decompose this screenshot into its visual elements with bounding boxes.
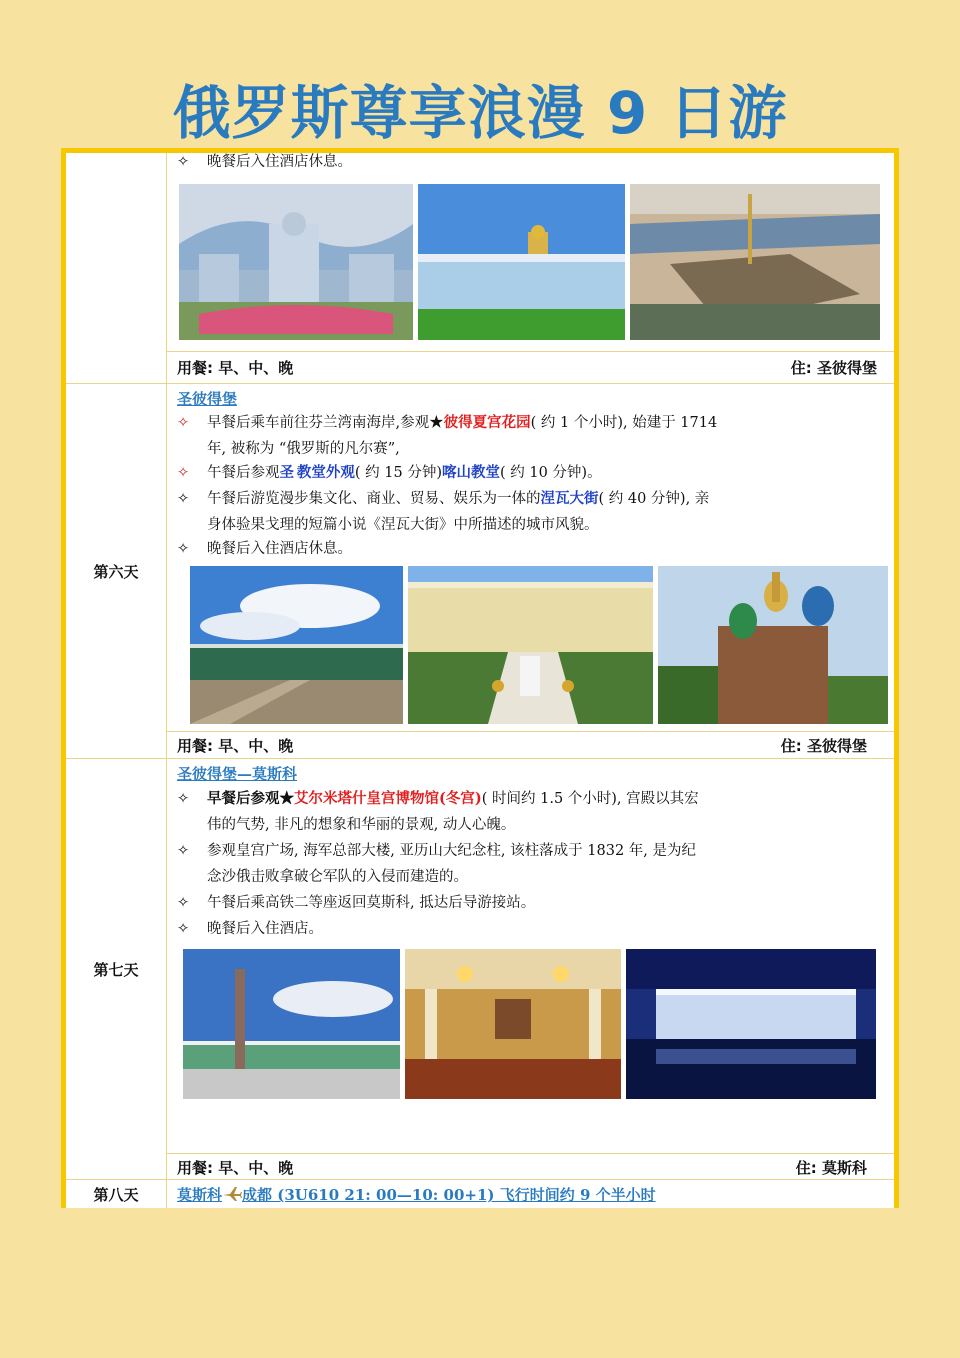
photo-peterhof-fountains (408, 566, 653, 724)
meal-info: 用餐: 早、中、晚 住: 圣彼得堡 (177, 737, 867, 755)
diamond-bullet-icon: ✧ (177, 921, 190, 937)
diamond-bullet-icon: ✧ (177, 895, 190, 911)
list-item: ✧ 晚餐后入住酒店休息。 (177, 149, 887, 175)
day-label: 第七天 (66, 759, 167, 1179)
diamond-bullet-icon: ✧ (177, 154, 190, 170)
list-item: ✧ 午餐后游览漫步集文化、商业、贸易、娱乐为一体的涅瓦大街( 约 40 分钟), 亲 身体验果戈理的短篇小说《涅瓦大街》中所描述的城市风貌。 (177, 486, 887, 538)
page-title: 俄罗斯尊享浪漫 9 日游 (172, 79, 788, 147)
diamond-bullet-icon: ✧ (177, 541, 190, 557)
row-day8 (66, 1180, 894, 1208)
photo-catherine-palace (418, 184, 625, 340)
row-day6 (66, 384, 894, 758)
accommodation-info: 住: 圣彼得堡 (780, 737, 867, 755)
city-heading: 圣彼得堡 (177, 390, 238, 408)
meal-info: 用餐: 早、中、晚 住: 圣彼得堡 (177, 359, 877, 377)
diamond-bullet-icon: ✧ (177, 843, 190, 859)
diamond-bullet-icon: ✧ (177, 465, 190, 481)
photo-peter-paul-fortress (630, 184, 880, 340)
list-item: ✧ 参观皇宫广场, 海军总部大楼, 亚历山大纪念柱, 该柱落成于 1832 年, 是为纪 念沙俄击败拿破仑军队的入侵而建造的。 (177, 838, 887, 890)
diamond-bullet-icon: ✧ (177, 491, 190, 507)
accommodation-info: 住: 圣彼得堡 (790, 359, 877, 377)
city-heading: 圣彼得堡—莫斯科 (177, 765, 298, 783)
list-item: ✧ 晚餐后入住酒店。 (177, 916, 887, 942)
photo-winter-palace-night (626, 949, 876, 1099)
photo-palace-square (190, 566, 403, 724)
photo-smolny-cathedral (179, 184, 413, 340)
row-day5-continuation (66, 153, 894, 383)
photo-church-of-savior-on-blood (658, 566, 888, 724)
day-label: 第八天 (66, 1180, 167, 1208)
airplane-icon (222, 1186, 242, 1202)
flight-route: 莫斯科 成都 (3U610 21: 00—10: 00+1) 飞行时间约 9 个半小时 (177, 1186, 656, 1204)
day-label: 第六天 (66, 384, 167, 758)
diamond-bullet-icon: ✧ (177, 415, 190, 431)
list-item: ✧ 晚餐后入住酒店休息。 (177, 536, 887, 562)
list-item: ✧ 午餐后乘高铁二等座返回莫斯科, 抵达后导游接站。 (177, 890, 887, 916)
list-item: ✧ 早餐后参观★艾尔米塔什皇宫博物馆(冬宫)( 时间约 1.5 个小时), 宫殿以其宏 伟的气势, 非凡的想象和华丽的景观, 动人心魄。 (177, 786, 887, 838)
photo-hermitage-hall (405, 949, 621, 1099)
meal-info: 用餐: 早、中、晚 住: 莫斯科 (177, 1159, 867, 1177)
photo-alexander-column (183, 949, 400, 1099)
row-day7 (66, 759, 894, 1179)
accommodation-info: 住: 莫斯科 (795, 1159, 867, 1177)
list-item: ✧ 早餐后乘车前往芬兰湾南海岸,参观★彼得夏宫花园( 约 1 个小时), 始建于 1714 年, 被称为 “俄罗斯的凡尔赛”, (177, 410, 887, 462)
diamond-bullet-icon: ✧ (177, 791, 190, 807)
list-item: ✧ 午餐后参观圣 教堂外观( 约 15 分钟)喀山教堂( 约 10 分钟)。 (177, 460, 887, 486)
